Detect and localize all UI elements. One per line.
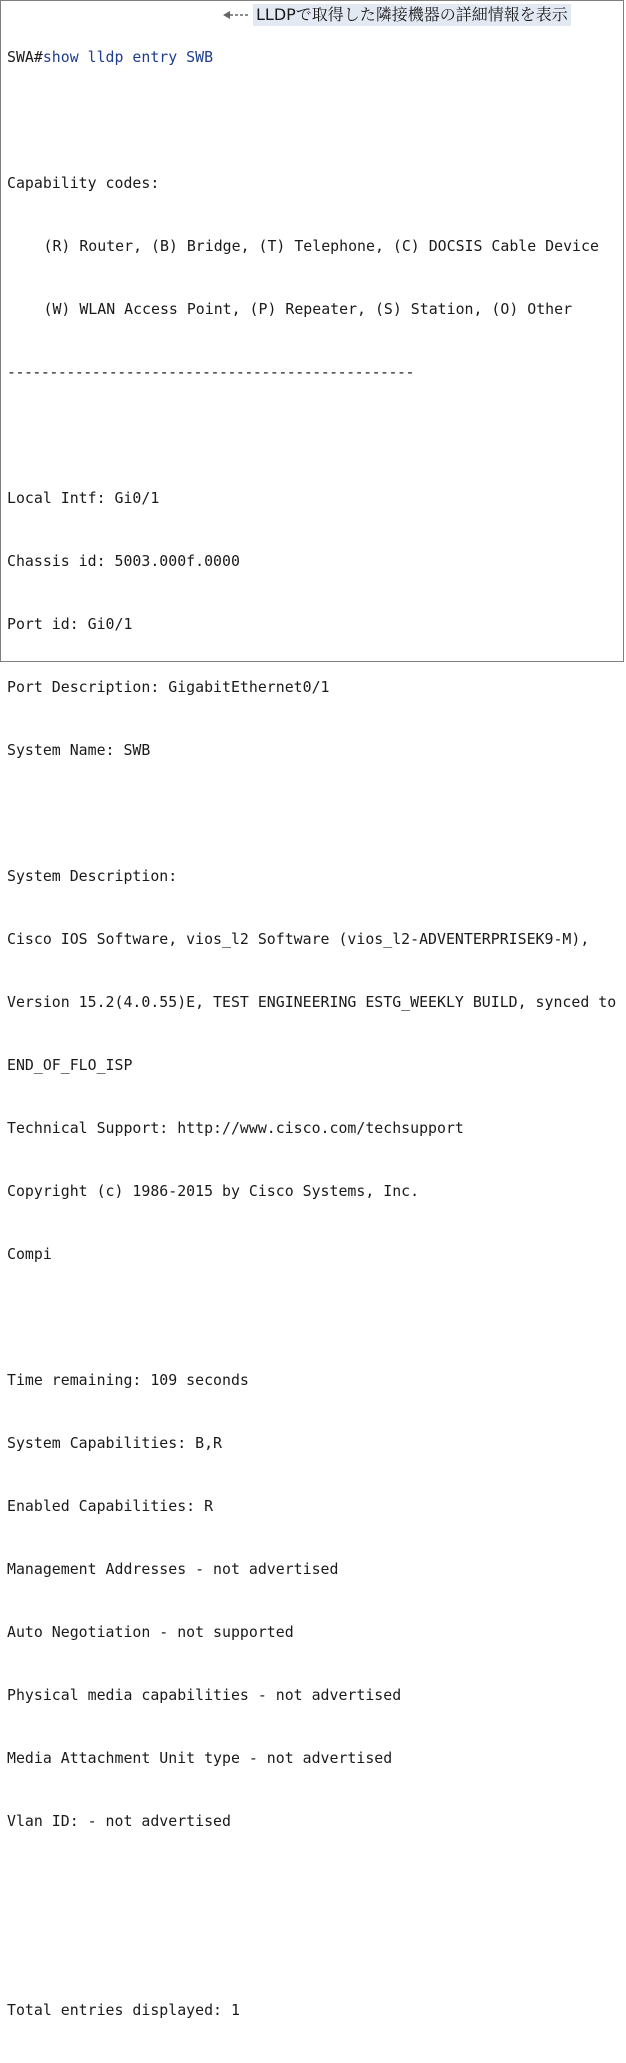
enabled-capabilities: Enabled Capabilities: R	[7, 1497, 214, 1515]
technical-support: Technical Support: http://www.cisco.com/techsupport	[7, 1119, 464, 1137]
system-capabilities: System Capabilities: B,R	[7, 1434, 223, 1452]
compiled-line: Compi	[7, 1245, 52, 1263]
command-annotation	[223, 4, 571, 26]
system-name: System Name: SWB	[7, 741, 151, 759]
port-id: Port id: Gi0/1	[7, 615, 133, 633]
command-line	[7, 47, 595, 68]
local-intf: Local Intf: Gi0/1	[7, 489, 160, 507]
blank-line	[7, 1937, 595, 1958]
port-description: Port Description: GigabitEthernet0/1	[7, 678, 330, 696]
annotation-text: LLDPで取得した隣接機器の詳細情報を表示	[253, 4, 571, 26]
separator-line: ------------------------------------------------	[7, 363, 414, 381]
chassis-id: Chassis id: 5003.000f.0000	[7, 552, 240, 570]
media-attachment-unit-type: Media Attachment Unit type - not advertised	[7, 1749, 393, 1767]
prompt: SWA#	[7, 48, 43, 66]
capability-line-1: (R) Router, (B) Bridge, (T) Telephone, (C) DOCSIS Cable Device	[43, 237, 599, 255]
system-description-title: System Description:	[7, 867, 178, 885]
vlan-id: Vlan ID: - not advertised	[7, 1812, 231, 1830]
blank-line	[7, 803, 595, 824]
total-entries: Total entries displayed: 1	[7, 2001, 240, 2019]
capability-line-2: (W) WLAN Access Point, (P) Repeater, (S) Station, (O) Other	[43, 300, 573, 318]
system-description-line-3: END_OF_FLO_ISP	[7, 1056, 133, 1074]
blank-line	[7, 1874, 595, 1895]
time-remaining: Time remaining: 109 seconds	[7, 1371, 249, 1389]
system-description-line-2: Version 15.2(4.0.55)E, TEST ENGINEERING ESTG_WEEKLY BUILD, synced to	[7, 993, 617, 1011]
copyright: Copyright (c) 1986-2015 by Cisco Systems, Inc.	[7, 1182, 420, 1200]
management-addresses: Management Addresses - not advertised	[7, 1560, 339, 1578]
physical-media-capabilities: Physical media capabilities - not advertised	[7, 1686, 402, 1704]
blank-line	[7, 425, 595, 446]
terminal-output	[7, 5, 617, 2063]
command-text: show lldp entry SWB	[42, 48, 214, 66]
auto-negotiation: Auto Negotiation - not supported	[7, 1623, 294, 1641]
blank-line	[7, 1307, 595, 1328]
capability-title: Capability codes:	[7, 174, 160, 192]
system-description-line-1: Cisco IOS Software, vios_l2 Software (vios_l2-ADVENTERPRISEK9-M),	[7, 930, 590, 948]
blank-line	[7, 110, 595, 131]
left-arrow-icon	[223, 9, 249, 21]
